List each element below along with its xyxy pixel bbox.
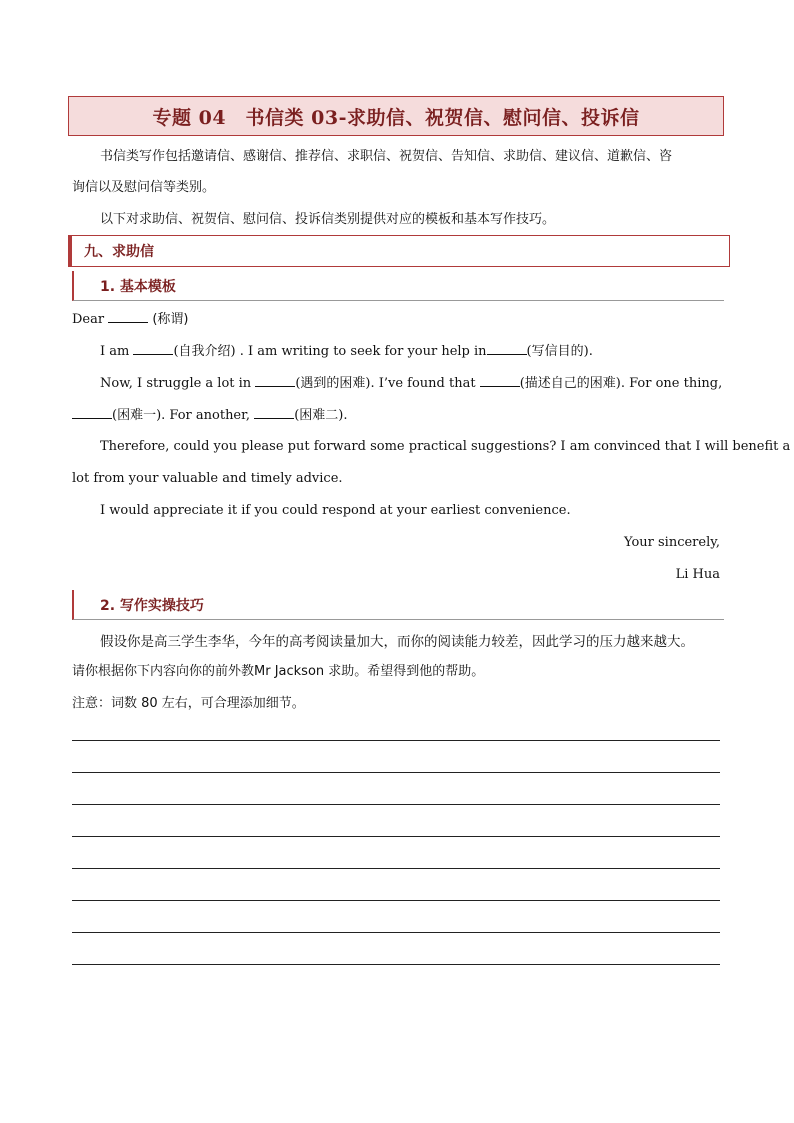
- p2-text-c: (描述自己的困难). For one thing,: [519, 376, 723, 391]
- blank: [72, 406, 112, 419]
- task-line-2: 请你根据你下内容向你的前外教Mr Jackson 求助。希望得到他的帮助。: [72, 664, 485, 679]
- intro-line-2: 询信以及慰问信等类别。: [72, 180, 216, 195]
- answer-line[interactable]: [72, 772, 720, 773]
- answer-line[interactable]: [72, 804, 720, 805]
- subsection-2-heading-box: [72, 590, 724, 620]
- section-heading-box: [68, 235, 730, 267]
- p1-text-c: (写信目的).: [526, 344, 593, 359]
- answer-line[interactable]: [72, 964, 720, 965]
- answer-line[interactable]: [72, 932, 720, 933]
- template-paragraph-1: [100, 342, 593, 362]
- closing: Your sincerely,: [624, 535, 720, 550]
- task-note: 注意：词数 80 左右，可合理添加细节。: [72, 696, 305, 711]
- blank: [108, 310, 148, 323]
- title-banner: [68, 96, 724, 136]
- greeting-line: [72, 310, 189, 330]
- template-paragraph-2: [100, 374, 722, 394]
- signature: Li Hua: [675, 567, 720, 582]
- greeting-hint: (称谓): [148, 312, 189, 327]
- intro-line-3: 以下对求助信、祝贺信、慰问信、投诉信类别提供对应的模板和基本写作技巧。: [100, 212, 556, 227]
- answer-line[interactable]: [72, 900, 720, 901]
- blank: [254, 406, 294, 419]
- blank: [133, 342, 173, 355]
- subsection-2-heading: 2. 写作实操技巧: [100, 597, 204, 614]
- p2-text-e: (困难二).: [294, 408, 348, 423]
- blank: [255, 374, 295, 387]
- answer-line[interactable]: [72, 740, 720, 741]
- p2-text-b: (遇到的困难). I’ve found that: [295, 376, 480, 391]
- answer-line[interactable]: [72, 868, 720, 869]
- page-title: 专题 04 书信类 03-求助信、祝贺信、慰问信、投诉信: [152, 106, 640, 129]
- blank: [480, 374, 520, 387]
- p1-text-a: I am: [100, 344, 134, 359]
- template-paragraph-2-cont: [72, 406, 347, 426]
- template-paragraph-3-line-1: Therefore, could you please put forward some practical suggestions? I am convinced that I will benefit a: [100, 439, 791, 454]
- intro-line-1: 书信类写作包括邀请信、感谢信、推荐信、求职信、祝贺信、告知信、求助信、建议信、道歉信、咨: [100, 149, 673, 164]
- task-line-1: 假设你是高三学生李华，今年的高考阅读量加大，而你的阅读能力较差，因此学习的压力越来越大。: [100, 634, 694, 650]
- subsection-1-heading: 1. 基本模板: [100, 278, 176, 295]
- greeting-text: Dear: [72, 312, 109, 327]
- p2-text-d: (困难一). For another,: [112, 408, 255, 423]
- section-heading: 九、求助信: [84, 244, 154, 260]
- blank: [487, 342, 527, 355]
- answer-line[interactable]: [72, 836, 720, 837]
- template-paragraph-3-line-2: lot from your valuable and timely advice.: [72, 471, 343, 486]
- p2-text-a: Now, I struggle a lot in: [100, 376, 256, 391]
- subsection-1-heading-box: [72, 271, 724, 301]
- p1-text-b: (自我介绍) . I am writing to seek for your help in: [173, 344, 487, 359]
- template-paragraph-4: I would appreciate it if you could respond at your earliest convenience.: [100, 503, 571, 518]
